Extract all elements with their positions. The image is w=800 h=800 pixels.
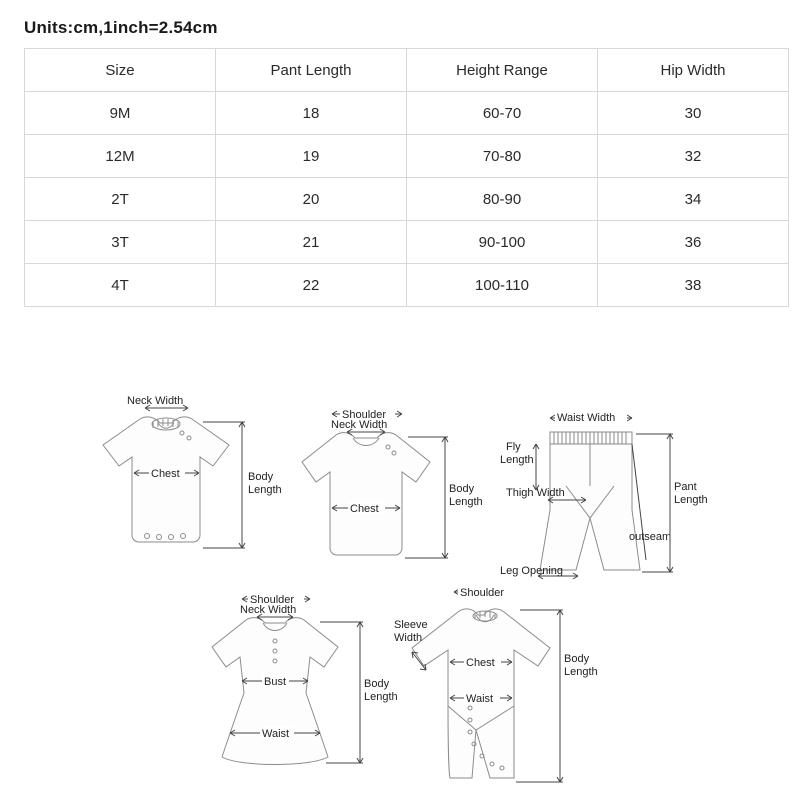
table-header-pant-length: Pant Length bbox=[216, 49, 407, 92]
table-row bbox=[25, 135, 789, 178]
cell-hip-width: 32 bbox=[598, 135, 789, 178]
cell-pant-length: 18 bbox=[216, 92, 407, 135]
romper-chest-label: Chest bbox=[466, 657, 495, 669]
table-header-height-range: Height Range bbox=[407, 49, 598, 92]
sweater-body-length-label-1: Body bbox=[449, 483, 475, 495]
cell-hip-width: 34 bbox=[598, 178, 789, 221]
cell-height-range: 60-70 bbox=[407, 92, 598, 135]
cell-size: 3T bbox=[25, 221, 216, 264]
table-row bbox=[25, 92, 789, 135]
bodysuit-chest-label: Chest bbox=[151, 468, 180, 480]
cell-pant-length: 22 bbox=[216, 264, 407, 307]
cell-height-range: 100-110 bbox=[407, 264, 598, 307]
cell-size: 9M bbox=[25, 92, 216, 135]
pants-pant-length-label-1: Pant bbox=[674, 481, 697, 493]
table-row bbox=[25, 178, 789, 221]
cell-pant-length: 19 bbox=[216, 135, 407, 178]
cell-pant-length: 20 bbox=[216, 178, 407, 221]
cell-pant-length: 21 bbox=[216, 221, 407, 264]
cell-hip-width: 38 bbox=[598, 264, 789, 307]
dress-body-length-label-1: Body bbox=[364, 678, 390, 690]
table-row bbox=[25, 264, 789, 307]
bodysuit-diagram bbox=[85, 395, 285, 580]
pants-leg-opening-label: Leg Opening bbox=[500, 565, 563, 577]
table-row bbox=[25, 221, 789, 264]
table-header-row bbox=[25, 49, 789, 92]
cell-hip-width: 30 bbox=[598, 92, 789, 135]
garment-diagrams bbox=[0, 355, 800, 800]
romper-sleeve-width-label-2: Width bbox=[394, 632, 423, 644]
table-header-size: Size bbox=[25, 49, 216, 92]
bodysuit-body-length-label-2: Length bbox=[248, 484, 282, 496]
dress-bust-label: Bust bbox=[264, 676, 287, 688]
bodysuit-body-length-label-1: Body bbox=[248, 471, 274, 483]
dress-diagram bbox=[200, 585, 400, 785]
romper-sleeve-width-label-1: Sleeve bbox=[394, 619, 428, 631]
sweater-chest-label: Chest bbox=[350, 503, 379, 515]
romper-shoulder-label: Shoulder bbox=[460, 587, 505, 599]
bodysuit-neck-width-label: Neck Width bbox=[127, 395, 184, 407]
table-header-hip-width: Hip Width bbox=[598, 49, 789, 92]
cell-size: 4T bbox=[25, 264, 216, 307]
dress-neck-width-label: Neck Width bbox=[240, 604, 297, 616]
sweater-shoulder-label: Shoulder bbox=[342, 409, 387, 421]
dress-shoulder-label: Shoulder bbox=[250, 594, 295, 606]
pants-fly-length-label-2: Length bbox=[500, 454, 534, 466]
cell-height-range: 80-90 bbox=[407, 178, 598, 221]
pants-fly-length-label-1: Fly bbox=[506, 441, 521, 453]
pants-diagram bbox=[500, 400, 720, 600]
sweater-diagram bbox=[290, 400, 490, 580]
cell-height-range: 70-80 bbox=[407, 135, 598, 178]
size-chart-table bbox=[24, 48, 789, 307]
romper-body-length-label-1: Body bbox=[564, 653, 590, 665]
cell-size: 12M bbox=[25, 135, 216, 178]
pants-outseam-label: outseam bbox=[629, 531, 672, 543]
romper-body-length-label-2: Length bbox=[564, 666, 598, 678]
romper-waist-label: Waist bbox=[466, 693, 494, 705]
cell-size: 2T bbox=[25, 178, 216, 221]
sweater-neck-width-label: Neck Width bbox=[331, 419, 388, 431]
pants-waist-width-label: Waist Width bbox=[557, 412, 616, 424]
cell-hip-width: 36 bbox=[598, 221, 789, 264]
cell-height-range: 90-100 bbox=[407, 221, 598, 264]
sweater-body-length-label-2: Length bbox=[449, 496, 483, 508]
romper-diagram bbox=[390, 580, 620, 795]
dress-body-length-label-2: Length bbox=[364, 691, 398, 703]
pants-pant-length-label-2: Length bbox=[674, 494, 708, 506]
units-note: Units:cm,1inch=2.54cm bbox=[24, 18, 218, 37]
pants-thigh-width-label: Thigh Width bbox=[506, 487, 565, 499]
dress-waist-label: Waist bbox=[262, 728, 290, 740]
